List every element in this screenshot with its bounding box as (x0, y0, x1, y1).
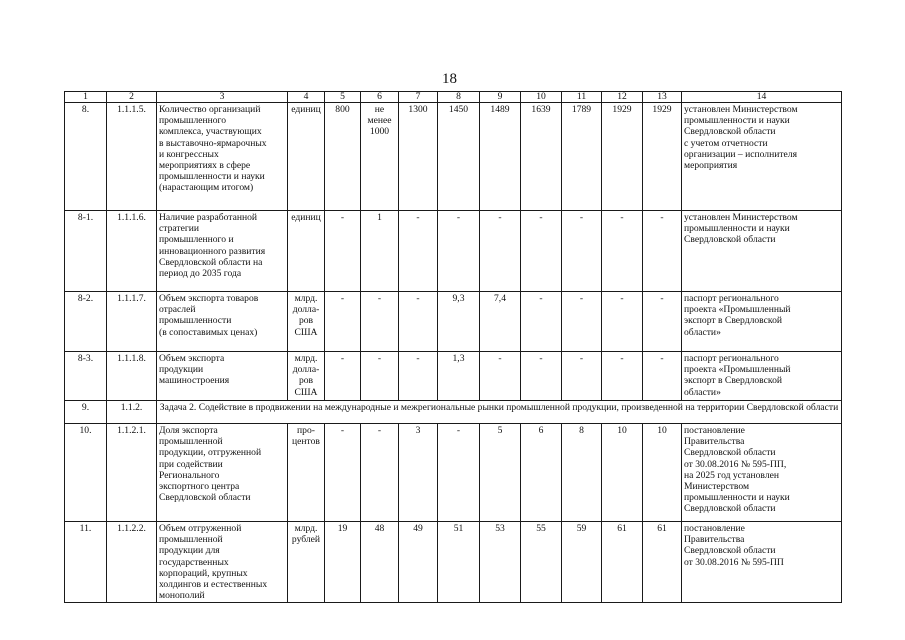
value-col5: - (325, 352, 361, 401)
value-col8: - (438, 211, 480, 292)
row-number: 8-3. (65, 352, 107, 401)
value-col11: 59 (562, 522, 602, 603)
column-number: 14 (682, 92, 842, 103)
value-col5: - (325, 292, 361, 352)
value-col13: 10 (643, 424, 682, 522)
unit: млрд. рублей (288, 522, 325, 603)
value-col9: 1489 (480, 103, 521, 211)
unit: млрд. долла- ров США (288, 352, 325, 401)
row-number: 8-2. (65, 292, 107, 352)
source-note: паспорт регионального проекта «Промышленный экспорт в Свердловской области» (682, 352, 842, 401)
indicators-table (64, 91, 842, 603)
value-col11: - (562, 211, 602, 292)
column-number: 12 (602, 92, 643, 103)
value-col7: - (399, 352, 438, 401)
value-col8: - (438, 424, 480, 522)
value-col10: - (521, 211, 562, 292)
value-col13: - (643, 211, 682, 292)
column-number: 6 (361, 92, 399, 103)
value-col13: 1929 (643, 103, 682, 211)
value-col6: не менее 1000 (361, 103, 399, 211)
value-col6: - (361, 292, 399, 352)
table-row (65, 211, 842, 292)
row-number: 10. (65, 424, 107, 522)
indicator-code: 1.1.1.5. (107, 103, 157, 211)
indicator-name: Объем отгруженной промышленной продукции для государственных корпораций, крупных холдингов и естественных монополий (157, 522, 288, 603)
value-col7: - (399, 211, 438, 292)
value-col6: - (361, 424, 399, 522)
value-col10: - (521, 292, 562, 352)
value-col6: 1 (361, 211, 399, 292)
table-row (65, 424, 842, 522)
table-row (65, 103, 842, 211)
indicator-code: 1.1.1.7. (107, 292, 157, 352)
column-number-row (65, 92, 842, 103)
value-col9: 53 (480, 522, 521, 603)
value-col12: 1929 (602, 103, 643, 211)
indicator-code: 1.1.1.8. (107, 352, 157, 401)
column-number: 7 (399, 92, 438, 103)
source-note: постановление Правительства Свердловской области от 30.08.2016 № 595-ПП, на 2025 год установлен Министерством промышленности и науки Свердловской области (682, 424, 842, 522)
value-col10: 1639 (521, 103, 562, 211)
value-col5: - (325, 424, 361, 522)
value-col11: 1789 (562, 103, 602, 211)
value-col13: - (643, 292, 682, 352)
indicator-code: 1.1.2.1. (107, 424, 157, 522)
indicator-code: 1.1.2. (107, 401, 157, 424)
value-col10: 55 (521, 522, 562, 603)
column-number: 10 (521, 92, 562, 103)
column-number: 9 (480, 92, 521, 103)
unit: единиц (288, 103, 325, 211)
indicator-name: Количество организаций промышленного комплекса, участвующих в выставочно-ярмарочных и конгрессных мероприятиях в сфере промышленности и науки (нарастающим итогом) (157, 103, 288, 211)
column-number: 13 (643, 92, 682, 103)
value-col8: 1,3 (438, 352, 480, 401)
column-number: 11 (562, 92, 602, 103)
indicator-name: Объем экспорта продукции машиностроения (157, 352, 288, 401)
column-number: 8 (438, 92, 480, 103)
value-col13: - (643, 352, 682, 401)
value-col9: 5 (480, 424, 521, 522)
value-col5: - (325, 211, 361, 292)
row-number: 11. (65, 522, 107, 603)
row-number: 8-1. (65, 211, 107, 292)
column-number: 3 (157, 92, 288, 103)
value-col5: 19 (325, 522, 361, 603)
value-col12: - (602, 292, 643, 352)
value-col12: 61 (602, 522, 643, 603)
unit: млрд. долла- ров США (288, 292, 325, 352)
column-number: 4 (288, 92, 325, 103)
column-number: 2 (107, 92, 157, 103)
value-col11: 8 (562, 424, 602, 522)
unit: единиц (288, 211, 325, 292)
value-col8: 1450 (438, 103, 480, 211)
indicator-name: Объем экспорта товаров отраслей промышленности (в сопоставимых ценах) (157, 292, 288, 352)
value-col12: - (602, 211, 643, 292)
value-col6: 48 (361, 522, 399, 603)
value-col7: 49 (399, 522, 438, 603)
value-col10: - (521, 352, 562, 401)
column-number: 1 (65, 92, 107, 103)
value-col7: 3 (399, 424, 438, 522)
unit: про- центов (288, 424, 325, 522)
source-note: установлен Министерством промышленности и науки Свердловской области с учетом отчетности организации – исполнителя мероприятия (682, 103, 842, 211)
value-col11: - (562, 352, 602, 401)
table-row (65, 352, 842, 401)
table-row (65, 292, 842, 352)
value-col12: 10 (602, 424, 643, 522)
row-number: 8. (65, 103, 107, 211)
indicator-code: 1.1.2.2. (107, 522, 157, 603)
indicator-name: Доля экспорта промышленной продукции, отгруженной при содействии Регионального экспортного центра Свердловской области (157, 424, 288, 522)
value-col8: 51 (438, 522, 480, 603)
value-col7: - (399, 292, 438, 352)
column-number: 5 (325, 92, 361, 103)
value-col7: 1300 (399, 103, 438, 211)
value-col12: - (602, 352, 643, 401)
value-col6: - (361, 352, 399, 401)
source-note: паспорт регионального проекта «Промышленный экспорт в Свердловской области» (682, 292, 842, 352)
page-number: 18 (442, 71, 457, 87)
table-row (65, 522, 842, 603)
value-col9: 7,4 (480, 292, 521, 352)
value-col13: 61 (643, 522, 682, 603)
source-note: установлен Министерством промышленности и науки Свердловской области (682, 211, 842, 292)
row-number: 9. (65, 401, 107, 424)
value-col9: - (480, 211, 521, 292)
task-description: Задача 2. Содействие в продвижении на международные и межрегиональные рынки промышленной продукции, произведенной на территории Свердловской области (157, 401, 842, 424)
indicator-name: Наличие разработанной стратегии промышленного и инновационного развития Свердловской области на период до 2035 года (157, 211, 288, 292)
indicator-code: 1.1.1.6. (107, 211, 157, 292)
value-col9: - (480, 352, 521, 401)
value-col10: 6 (521, 424, 562, 522)
task-row (65, 401, 842, 424)
value-col5: 800 (325, 103, 361, 211)
source-note: постановление Правительства Свердловской области от 30.08.2016 № 595-ПП (682, 522, 842, 603)
value-col11: - (562, 292, 602, 352)
value-col8: 9,3 (438, 292, 480, 352)
